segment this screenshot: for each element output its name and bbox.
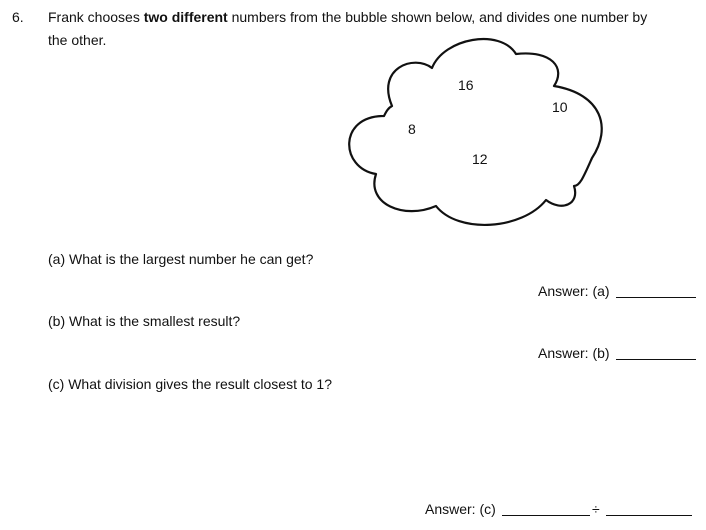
bubble-number-10: 10: [552, 99, 568, 115]
question-number: 6.: [12, 9, 24, 25]
question-stem-text-cont: numbers from the bubble shown below, and divides one number by: [227, 9, 648, 25]
part-b-question: (b) What is the smallest result?: [48, 313, 241, 329]
bubble-number-16: 16: [458, 77, 474, 93]
answer-c-divisor-blank[interactable]: [606, 515, 692, 516]
question-stem-emphasis: two different: [143, 9, 228, 25]
bubble-number-8: 8: [408, 121, 416, 137]
bubble-number-12: 12: [472, 151, 488, 167]
part-c-question: (c) What division gives the result closest to 1?: [48, 376, 333, 392]
answer-c-dividend-blank[interactable]: [502, 515, 590, 516]
bubble-outline: [349, 39, 602, 225]
answer-a-blank[interactable]: [616, 297, 696, 298]
answer-a-label: Answer: (a): [538, 283, 610, 299]
division-sign: ÷: [592, 501, 600, 517]
answer-c-label: Answer: (c): [425, 501, 496, 517]
number-bubble: [340, 28, 610, 233]
question-stem-line-1: [48, 8, 647, 26]
answer-b-label: Answer: (b): [538, 345, 610, 361]
question-stem-text: Frank chooses: [48, 9, 144, 25]
question-stem-line-2: the other.: [48, 32, 107, 48]
part-a-question: (a) What is the largest number he can get?: [48, 251, 314, 267]
answer-b-blank[interactable]: [616, 359, 696, 360]
